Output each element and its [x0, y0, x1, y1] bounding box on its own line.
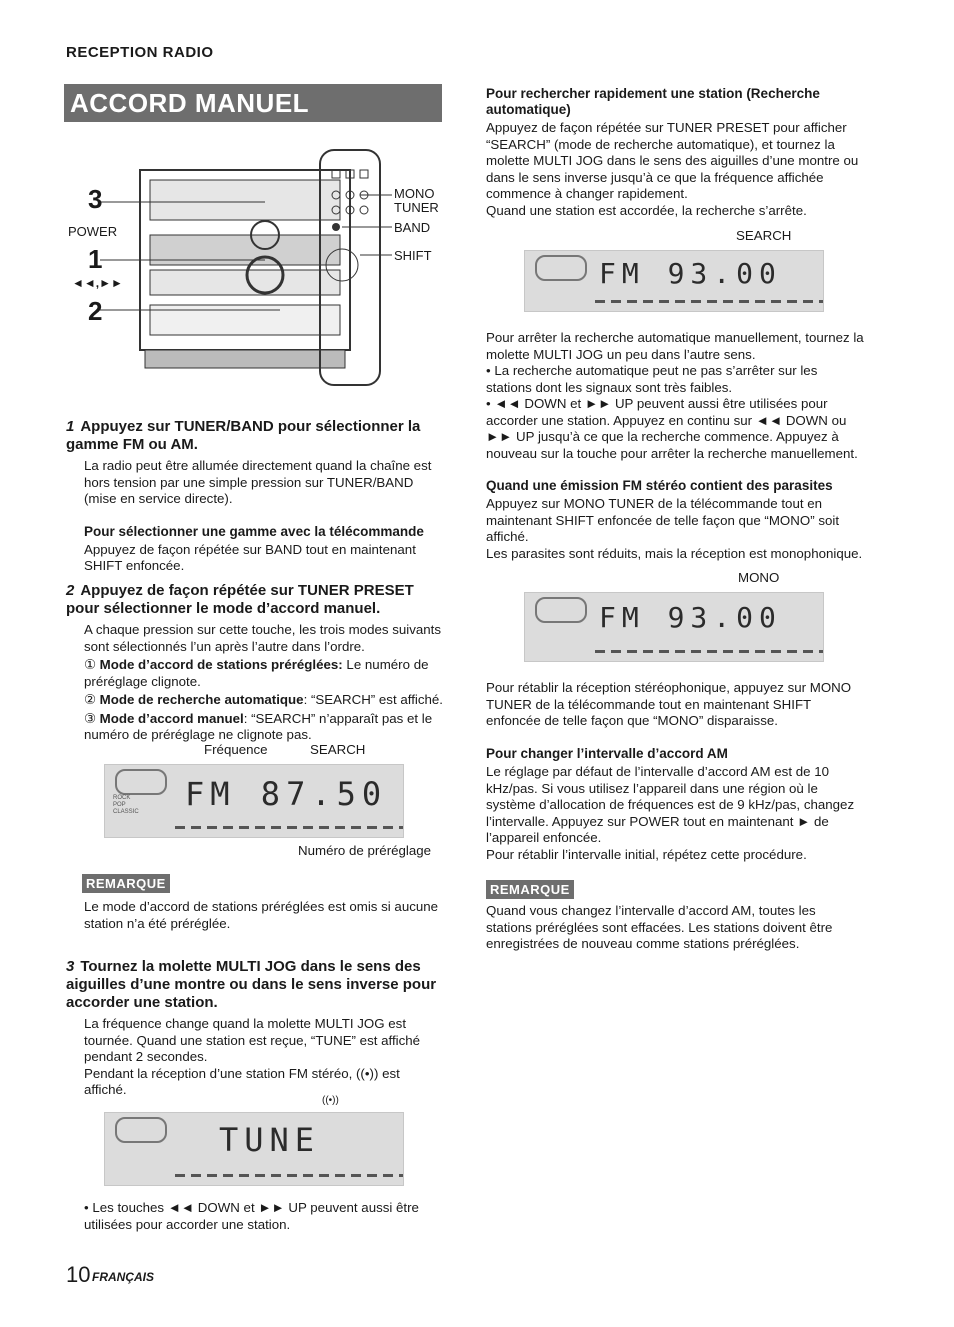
section-fm-noise [486, 478, 864, 562]
step-number: 3 [66, 958, 75, 975]
section-title: Pour changer l’intervalle d’accord AM [486, 746, 728, 761]
mode-item: ① Mode d’accord de stations préréglées: Le numéro de préréglage clignote. [84, 657, 429, 689]
step-body: La radio peut être allumée directement quand la chaîne est hors tension par une simple pression sur TUNER/BAND (mise en service directe). [84, 458, 432, 506]
step-2 [66, 582, 444, 744]
bullet-weak-signal: • La recherche automatique peut ne pas s’arrêter sur les stations dont les signaux sont très faibles. [486, 363, 818, 395]
title-banner [64, 84, 442, 122]
step-title: Appuyez sur TUNER/BAND pour sélectionner la gamme FM ou AM. [66, 418, 421, 453]
page-title: ACCORD MANUEL [70, 88, 310, 118]
preset-number-label: Numéro de préréglage [298, 843, 432, 858]
callout-shift: SHIFT [394, 248, 432, 263]
level-meter [595, 650, 824, 653]
page-language: FRANÇAIS [92, 1270, 154, 1284]
section-body: Appuyez de façon répétée sur TUNER PRESET pour afficher “SEARCH” (mode de recherche automatique), et tournez la molette MULTI JOG dans le sens des aiguilles d’une montre ou dans le sens inverse jusqu’à ce que la fréquence affichée commence à changer rapidement. [486, 120, 859, 201]
step-3 [66, 958, 444, 1099]
section-auto-search [486, 86, 864, 219]
step-number: 1 [66, 418, 75, 435]
search-label: SEARCH [736, 228, 792, 243]
section-body: Appuyez sur MONO TUNER de la télécommande tout en maintenant SHIFT enfoncée de telle façon que “MONO” soit affiché. [486, 496, 840, 544]
lcd-display-mono [524, 592, 824, 662]
search-label: SEARCH [310, 742, 366, 757]
step-number: 2 [66, 582, 75, 599]
stereo-drawing [80, 140, 450, 390]
logo-icon [115, 769, 167, 795]
level-meter [595, 300, 824, 303]
callout-band: BAND [394, 220, 431, 235]
mode-item: ② Mode de recherche automatique: “SEARCH” est affiché. [84, 692, 443, 707]
lcd-reading: TUNE [219, 1121, 321, 1159]
lcd-reading: FM 87.50 [185, 775, 388, 813]
stereo-illustration [68, 140, 450, 390]
callout-3: 3 [88, 184, 103, 214]
lcd-reading: FM 93.00 [599, 601, 782, 634]
section-stop-search [486, 330, 864, 462]
lcd-reading: FM 93.00 [599, 257, 782, 290]
section-body-2: Les parasites sont réduits, mais la réception est monophonique. [486, 545, 863, 561]
lcd-display-tune [104, 1112, 404, 1186]
bullet-down-up: • ◄◄ DOWN et ►► UP peuvent aussi être utilisées pour accorder une station. Appuyez en continu sur ◄◄ DOWN ou ►► UP jusqu’à ce que la recherche commence. Appuyez à nouveau sur la touche pour arrêter la recherche manuellement. [486, 396, 858, 461]
mono-label: MONO [738, 570, 780, 585]
lcd-display-manual [104, 764, 404, 838]
subsection-body: Appuyez de façon répétée sur BAND tout en maintenant SHIFT enfoncée. [84, 541, 416, 573]
callout-skip: ◄◄,►► [72, 276, 123, 290]
remarque-body: Quand vous changez l’intervalle d’accord AM, toutes les stations préréglées sont effacées. Les stations doivent être enregistrées de nouveau comme stations préréglées. [486, 903, 833, 951]
section-body: Le réglage par défaut de l’intervalle d’accord AM est de 10 kHz/pas. Si vous utilisez l’appareil dans une région où le système d’allocation de fréquences est de 9 kHz/pas, changez l’intervalle. Appuyez sur POWER tout en maintenant ► de l’appareil enfoncée. [486, 764, 855, 845]
step-body: La fréquence change quand la molette MULTI JOG est tournée. Quand une station est reçue, “TUNE” est affiché pendant 2 secondes. [84, 1016, 421, 1064]
step-body-stereo: Pendant la réception d’une station FM stéréo, ((•)) est affiché. [84, 1065, 400, 1097]
callout-2: 2 [88, 296, 103, 326]
logo-icon [115, 1117, 167, 1143]
callout-power: POWER [68, 224, 118, 239]
mode-list: ROCK POP CLASSIC [113, 795, 139, 815]
logo-icon [535, 597, 587, 623]
subsection-title: Pour sélectionner une gamme avec la télécommande [84, 523, 424, 539]
section-title: Quand une émission FM stéréo contient des parasites [486, 478, 833, 493]
callout-mono-tuner: MONO TUNER [394, 186, 439, 215]
frequency-label: Fréquence [204, 742, 268, 757]
step-body: A chaque pression sur cette touche, les trois modes suivants sont sélectionnés l’un après l’autre dans l’ordre. [84, 622, 441, 654]
section-body: Pour arrêter la recherche automatique manuellement, tournez la molette MULTI JOG un peu dans l’autre sens. [486, 330, 864, 362]
section-title: Pour rechercher rapidement une station (Recherche automatique) [486, 86, 820, 117]
page-number: 10 [66, 1262, 91, 1287]
stereo-indicator-label: ((•)) [322, 1095, 339, 1106]
callout-1: 1 [88, 244, 103, 274]
level-meter [175, 826, 404, 829]
restore-stereo-text: Pour rétablir la réception stéréophonique, appuyez sur MONO TUNER de la télécommande tout en maintenant SHIFT enfoncée de telle façon que “MONO” disparaisse. [486, 680, 852, 728]
remarque-body: Le mode d’accord de stations préréglées est omis si aucune station n’a été préréglée. [84, 899, 439, 931]
mode-item: ③ Mode d’accord manuel: “SEARCH” n’apparaît pas et le numéro de préréglage ne clignote pas. [84, 710, 433, 742]
step-title: Appuyez de façon répétée sur TUNER PRESET pour sélectionner le mode d’accord manuel. [66, 582, 414, 617]
remarque-badge: REMARQUE [82, 874, 170, 893]
remarque-badge: REMARQUE [486, 880, 574, 899]
section-heading: RECEPTION RADIO [66, 44, 214, 61]
note-down-up: • Les touches ◄◄ DOWN et ►► UP peuvent aussi être utilisées pour accorder une station. [84, 1200, 419, 1232]
section-am-interval [486, 746, 864, 863]
step-1 [66, 418, 444, 575]
level-meter [175, 1174, 404, 1177]
logo-icon [535, 255, 587, 281]
lcd-display-search [524, 250, 824, 312]
section-body-2: Quand une station est accordée, la recherche s’arrête. [486, 202, 807, 218]
step-title: Tournez la molette MULTI JOG dans le sens des aiguilles d’une montre ou dans le sens inverse pour accorder une station. [66, 958, 437, 1011]
section-body-2: Pour rétablir l’intervalle initial, répétez cette procédure. [486, 846, 807, 862]
